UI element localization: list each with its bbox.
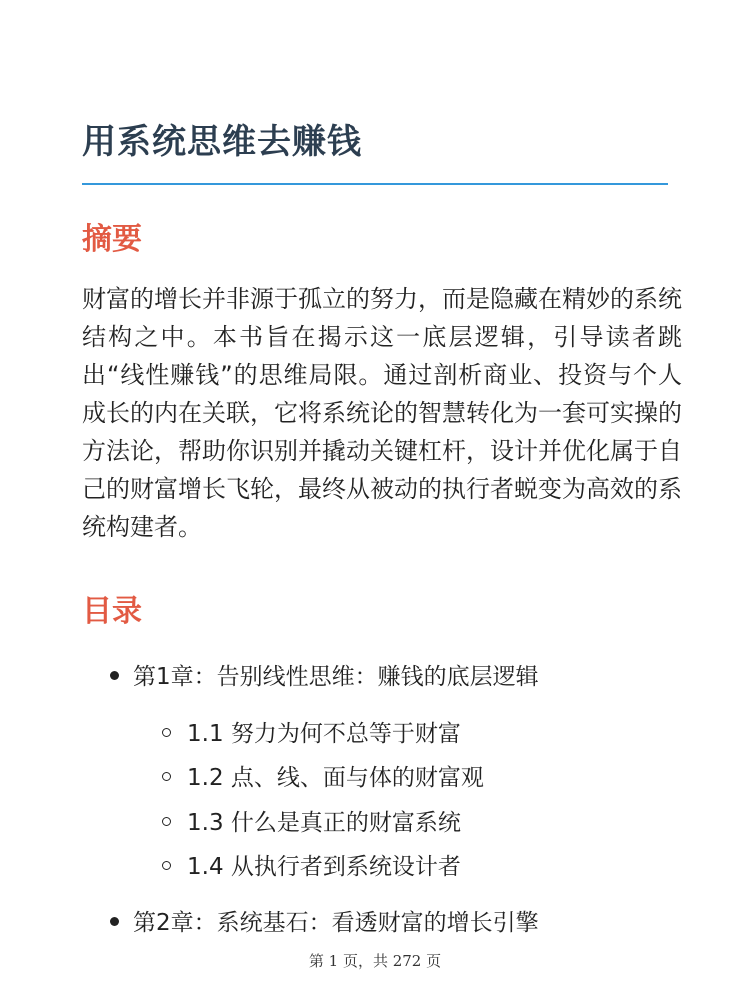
circle-bullet-icon [162,861,171,870]
toc-chapter-2[interactable] [110,906,539,940]
title-divider [82,183,668,185]
abstract-text: 财富的增长并非源于孤立的努力，而是隐藏在精妙的系统结构之中。本书旨在揭示这一底层逻辑，引导读者跳出“线性赚钱”的思维局限。通过剖析商业、投资与个人成长的内在关联，它将系统论的智慧转化为一套可实操的方法论，帮助你识别并撬动关键杠杆，设计并优化属于自己的财富增长飞轮，最终从被动的执行者蜕变为高效的系统构建者。 [82,285,682,541]
toc-section-1-2[interactable] [162,761,484,795]
toc-section-label: 1.2 点、线、面与体的财富观 [187,765,484,791]
toc-section-label: 1.4 从执行者到系统设计者 [187,854,461,880]
toc-section-1-1[interactable] [162,717,461,751]
toc-heading: 目录 [82,594,142,629]
bullet-icon [110,671,119,680]
abstract-heading: 摘要 [82,222,142,257]
circle-bullet-icon [162,772,171,781]
page-number-footer: 第 1 页，共 272 页 [308,952,442,970]
toc-section-1-4[interactable] [162,850,461,884]
toc-section-1-3[interactable] [162,806,461,840]
toc-chapter-1[interactable] [110,660,539,694]
circle-bullet-icon [162,728,171,737]
toc-section-label: 1.1 努力为何不总等于财富 [187,721,461,747]
toc-chapter-label: 第2章：系统基石：看透财富的增长引擎 [133,910,539,936]
book-title: 用系统思维去赚钱 [82,122,362,162]
bullet-icon [110,917,119,926]
circle-bullet-icon [162,817,171,826]
toc-chapter-label: 第1章：告别线性思维：赚钱的底层逻辑 [133,664,539,690]
toc-section-label: 1.3 什么是真正的财富系统 [187,810,461,836]
